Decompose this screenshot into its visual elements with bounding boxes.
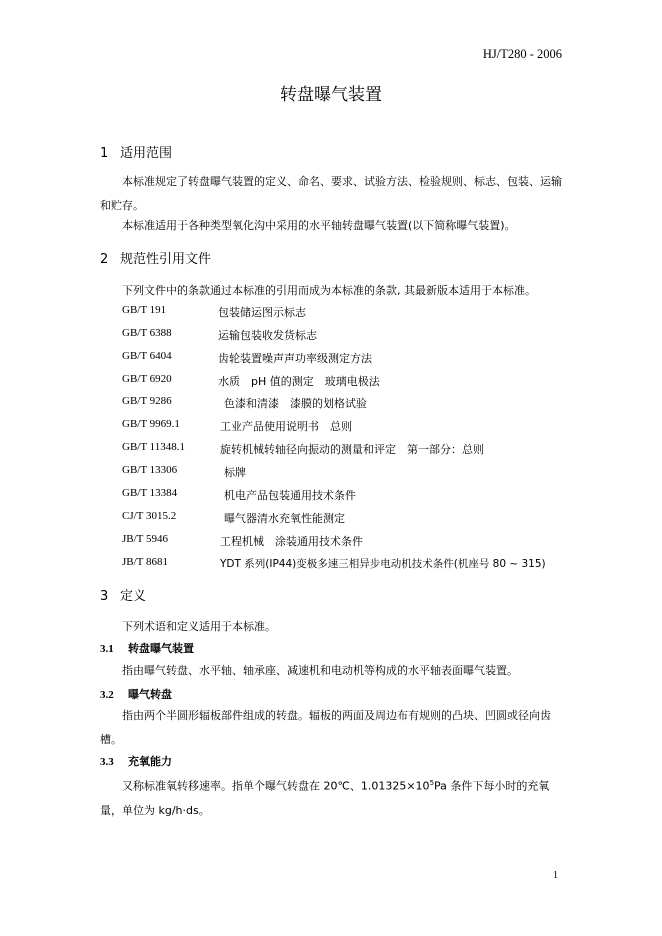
reference-title: 水质 pH 值的测定 玻璃电极法 (218, 375, 380, 388)
section-1-paragraph-1: 本标准规定了转盘曝气装置的定义、命名、要求、试验方法、检验规则、标志、包装、运输和贮存。 (100, 175, 562, 212)
definition-term: 充氧能力 (128, 755, 172, 768)
reference-code: JB/T 5946 (122, 533, 168, 545)
reference-title: 曝气器清水充氧性能测定 (224, 512, 345, 525)
reference-title: 工程机械 涂装通用技术条件 (220, 535, 363, 548)
definition-3-3-text (100, 771, 562, 823)
reference-code: GB/T 6388 (122, 327, 172, 339)
reference-item (0, 441, 662, 459)
reference-code: GB/T 9969.1 (122, 418, 180, 430)
reference-item (0, 418, 662, 436)
section-1-paragraph-2: 本标准适用于各种类型氧化沟中采用的水平轴转盘曝气装置(以下简称曝气装置)。 (122, 219, 516, 232)
reference-title: 包装储运图示标志 (218, 306, 306, 319)
section-3-heading (100, 585, 146, 604)
reference-code: GB/T 191 (122, 304, 167, 316)
reference-code: JB/T 8681 (122, 556, 168, 568)
reference-item (0, 464, 662, 482)
definition-3-1-text: 指由曝气转盘、水平轴、轴承座、减速机和电动机等构成的水平轴表面曝气装置。 (122, 664, 518, 677)
reference-item (0, 556, 662, 574)
definition-3-3-heading (100, 753, 172, 769)
definition-number: 3.1 (100, 643, 114, 655)
reference-title: 机电产品包装通用技术条件 (224, 489, 356, 502)
reference-title: 工业产品使用说明书 总则 (220, 420, 352, 433)
reference-code: CJ/T 3015.2 (122, 510, 177, 522)
reference-item (0, 487, 662, 505)
definition-number: 3.2 (100, 689, 114, 701)
reference-title: YDT 系列(IP44)变极多速三相异步电动机技术条件(机座号 80 ~ 315) (220, 558, 546, 570)
definition-3-2-text: 指由两个半圆形辐板部件组成的转盘。辐板的两面及周边布有规则的凸块、凹圆或径向齿槽。 (100, 709, 551, 746)
definition-term: 转盘曝气装置 (128, 642, 194, 655)
page-number: 1 (553, 870, 558, 881)
reference-item (0, 327, 662, 345)
section-number: 3 (100, 589, 109, 604)
reference-title: 齿轮装置噪声声功率级测定方法 (218, 352, 372, 365)
definition-text-part: 又称标准氧转移速率。指单个曝气转盘在 20℃、1.01325×10 (122, 779, 430, 793)
section-number: 1 (100, 146, 109, 161)
section-title: 规范性引用文件 (120, 252, 212, 267)
definition-number: 3.3 (100, 756, 114, 768)
reference-code: GB/T 9286 (122, 395, 172, 407)
section-2-intro: 下列文件中的条款通过本标准的引用而成为本标准的条款, 其最新版本适用于本标准。 (122, 284, 536, 297)
section-1-heading (100, 142, 172, 161)
document-number: HJ/T280 - 2006 (482, 47, 562, 61)
reference-item (0, 533, 662, 551)
reference-item (0, 510, 662, 528)
reference-code: GB/T 6920 (122, 373, 172, 385)
reference-code: GB/T 11348.1 (122, 441, 185, 453)
reference-title: 旋转机械转轴径向振动的测量和评定 第一部分：总则 (220, 443, 484, 456)
definition-text-part: Pa 条件下每小时的充氧量，单位为 kg/h·ds。 (100, 779, 550, 817)
reference-item (0, 304, 662, 322)
section-title: 定义 (120, 589, 147, 604)
definition-3-1-heading (100, 640, 194, 656)
reference-item (0, 373, 662, 391)
definition-3-2-heading (100, 686, 172, 702)
reference-title: 标牌 (224, 466, 246, 479)
definition-term: 曝气转盘 (128, 688, 172, 701)
section-title: 适用范围 (120, 146, 173, 161)
reference-code: GB/T 13306 (122, 464, 178, 476)
reference-item (0, 350, 662, 368)
section-number: 2 (100, 252, 109, 267)
section-3-intro: 下列术语和定义适用于本标准。 (122, 620, 276, 633)
reference-code: GB/T 6404 (122, 350, 172, 362)
reference-item (0, 395, 662, 413)
reference-code: GB/T 13384 (122, 487, 178, 499)
document-title: 转盘曝气装置 (280, 85, 382, 105)
reference-title: 运输包装收发货标志 (218, 329, 317, 342)
section-2-heading (100, 248, 211, 267)
reference-title: 色漆和清漆 漆膜的划格试验 (224, 397, 367, 410)
superscript: 5 (429, 779, 435, 787)
